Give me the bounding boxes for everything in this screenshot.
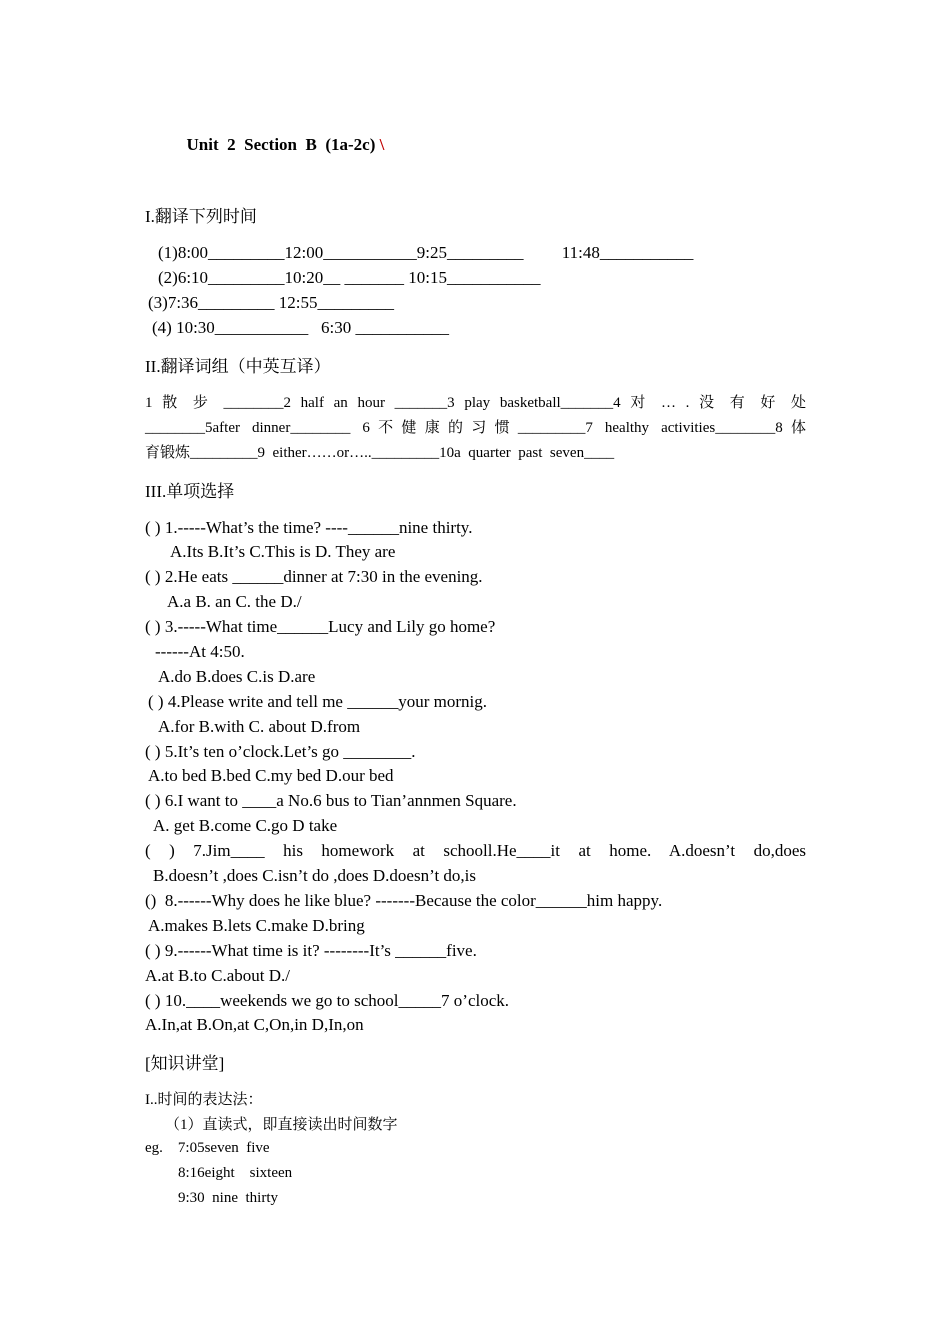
option-line: A.In,at B.On,at C,On,in D,In,on xyxy=(145,1015,364,1034)
question-line: ( ) 4.Please write and tell me ______your mornig. xyxy=(148,692,487,711)
title-mark: \ xyxy=(379,135,385,154)
point-text: （1）直读式，即直接读出时间数字 xyxy=(165,1117,398,1133)
example-line: 8:16eight sixteen xyxy=(178,1165,293,1181)
time-line-3: (3)7:36_________ 12:55_________ xyxy=(148,293,395,312)
question-line: ( ) 5.It’s ten o’clock.Let’s go ________. xyxy=(145,742,416,761)
option-line: A.do B.does C.is D.are xyxy=(158,667,316,686)
example-line: eg. 7:05seven five xyxy=(145,1140,270,1156)
option-line: A.to bed B.bed C.my bed D.our bed xyxy=(148,766,394,785)
option-line: A.a B. an C. the D./ xyxy=(167,592,302,611)
phrase-line-2: ________5after dinner________ 6不健康的习惯_________7 healthy activities________8体 xyxy=(145,420,806,436)
option-line: A. get B.come C.go D take xyxy=(153,816,338,835)
answer-line: ------At 4:50. xyxy=(155,642,245,661)
section-heading-4: [知识讲堂] xyxy=(145,1054,225,1073)
phrase-line-1: 1 散 步 ________2 half an hour _______3 play basketball_______4 对 … . 没 有 好 处 xyxy=(145,395,806,411)
time-line-2: (2)6:10_________10:20__ _______ 10:15___________ xyxy=(158,268,541,287)
option-line: A.for B.with C. about D.from xyxy=(158,717,361,736)
time-line-1: (1)8:00_________12:00___________9:25_________ 11:48___________ xyxy=(158,243,694,262)
section-heading-3: III.单项选择 xyxy=(145,482,235,501)
page-title xyxy=(178,119,384,153)
option-line: A.at B.to C.about D./ xyxy=(145,966,290,985)
time-line-4: (4) 10:30___________ 6:30 ___________ xyxy=(152,318,450,337)
question-line: () 8.------Why does he like blue? -------Because the color______him happy. xyxy=(145,891,663,910)
section-heading-2: II.翻译词组（中英互译） xyxy=(145,357,331,376)
option-line: A.Its B.It’s C.This is D. They are xyxy=(170,542,396,561)
question-line: ( ) 9.------What time is it? --------It’s ______five. xyxy=(145,941,477,960)
question-line: ( ) 10.____weekends we go to school_____7 o’clock. xyxy=(145,991,510,1010)
example-line: 9:30 nine thirty xyxy=(178,1190,278,1206)
section-heading-1: I.翻译下列时间 xyxy=(145,207,257,226)
title-text: Unit 2 Section B (1a-2c) xyxy=(186,135,380,154)
phrase-line-3: 育锻炼_________9 either……or….._________10a quarter past seven____ xyxy=(145,445,615,461)
question-line: ( ) 2.He eats ______dinner at 7:30 in the evening. xyxy=(145,567,483,586)
subheading: I..时间的表达法： xyxy=(145,1092,263,1108)
option-line: A.makes B.lets C.make D.bring xyxy=(148,916,365,935)
question-line: ( ) 7.Jim____ his homework at schooll.He____it at home. A.doesn’t do,does xyxy=(145,841,806,860)
option-line: B.doesn’t ,does C.isn’t do ,does D.doesn’t do,is xyxy=(153,866,477,885)
question-line: ( ) 1.-----What’s the time? ----______nine thirty. xyxy=(145,518,473,537)
question-line: ( ) 3.-----What time______Lucy and Lily go home? xyxy=(145,617,496,636)
question-line: ( ) 6.I want to ____a No.6 bus to Tian’annmen Square. xyxy=(145,791,517,810)
